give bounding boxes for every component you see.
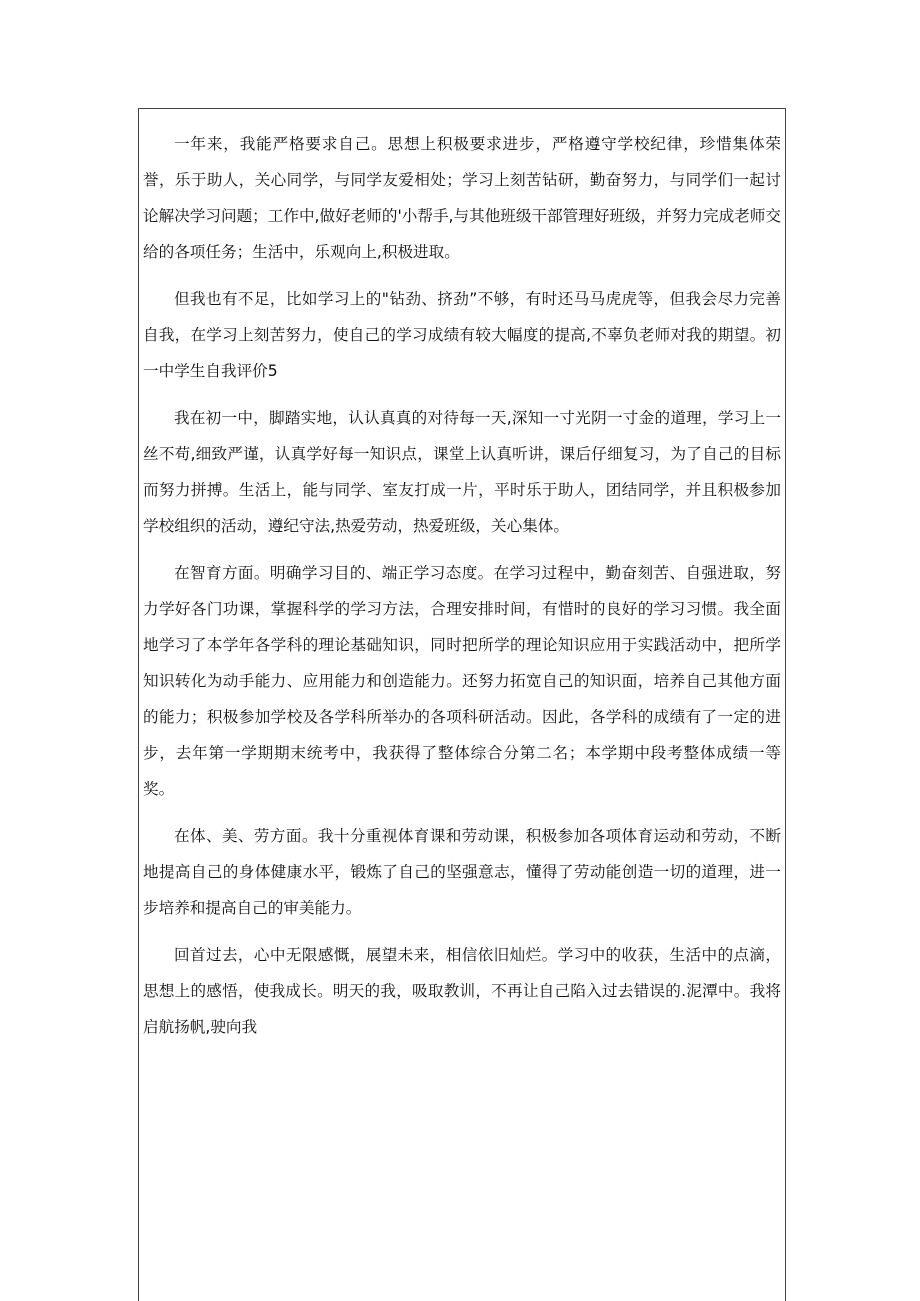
paragraph-5: 在体、美、劳方面。我十分重视体育课和劳动课，积极参加各项体育运动和劳动，不断地提高自己的身体健康水平，锻炼了自己的坚强意志，懂得了劳动能创造一切的道理，进一步培养和提高自己的审美能力。: [143, 827, 781, 917]
paragraph-4: 在智育方面。明确学习目的、端正学习态度。在学习过程中，勤奋刻苦、自强进取，努力学好各门功课，掌握科学的学习方法，合理安排时间，有惜时的良好的学习习惯。我全面地学习了本学年各学科的理论基础知识，同时把所学的理论知识应用于实践活动中，把所学知识转化为动手能力、应用能力和创造能力。还努力拓宽自己的知识面，培养自己其他方面的能力；积极参加学校及各学科所举办的各项科研活动。因此，各学科的成绩有了一定的进步，去年第一学期期末统考中，我获得了整体综合分第二名；本学期中段考整体成绩一等奖。: [143, 564, 781, 798]
paragraph-2: 但我也有不足，比如学习上的"钻劲、挤劲”不够，有时还马马虎虎等，但我会尽力完善自我，在学习上刻苦努力，使自己的学习成绩有较大幅度的提高,不辜负老师对我的期望。初一中学生自我评价5: [143, 290, 781, 380]
paragraph-3: 我在初一中，脚踏实地，认认真真的对待每一天,深知一寸光阴一寸金的道理，学习上一丝不苟,细致严谨，认真学好每一知识点，课堂上认真听讲，课后仔细复习，为了自己的目标而努力拼搏。生活上，能与同学、室友打成一片，平时乐于助人，团结同学，并且积极参加学校组织的活动，遵纪守法,热爱劳动，热爱班级，关心集体。: [143, 409, 781, 535]
document-page: [138, 108, 786, 1301]
paragraph-1: 一年来，我能严格要求自己。思想上积极要求进步，严格遵守学校纪律，珍惜集体荣誉，乐于助人，关心同学，与同学友爱相处；学习上刻苦钻研，勤奋努力，与同学们一起讨论解决学习问题；工作中,做好老师的'小帮手,与其他班级干部管理好班级，并努力完成老师交给的各项任务；生活中，乐观向上,积极进取。: [143, 135, 781, 261]
paragraph-6: 回首过去，心中无限感慨，展望未来，相信依旧灿烂。学习中的收获，生活中的点滴，思想上的感悟，使我成长。明天的我，吸取教训，不再让自己陷入过去错误的.泥潭中。我将启航扬帆,驶向我: [143, 946, 781, 1036]
document-body: [139, 126, 785, 1056]
